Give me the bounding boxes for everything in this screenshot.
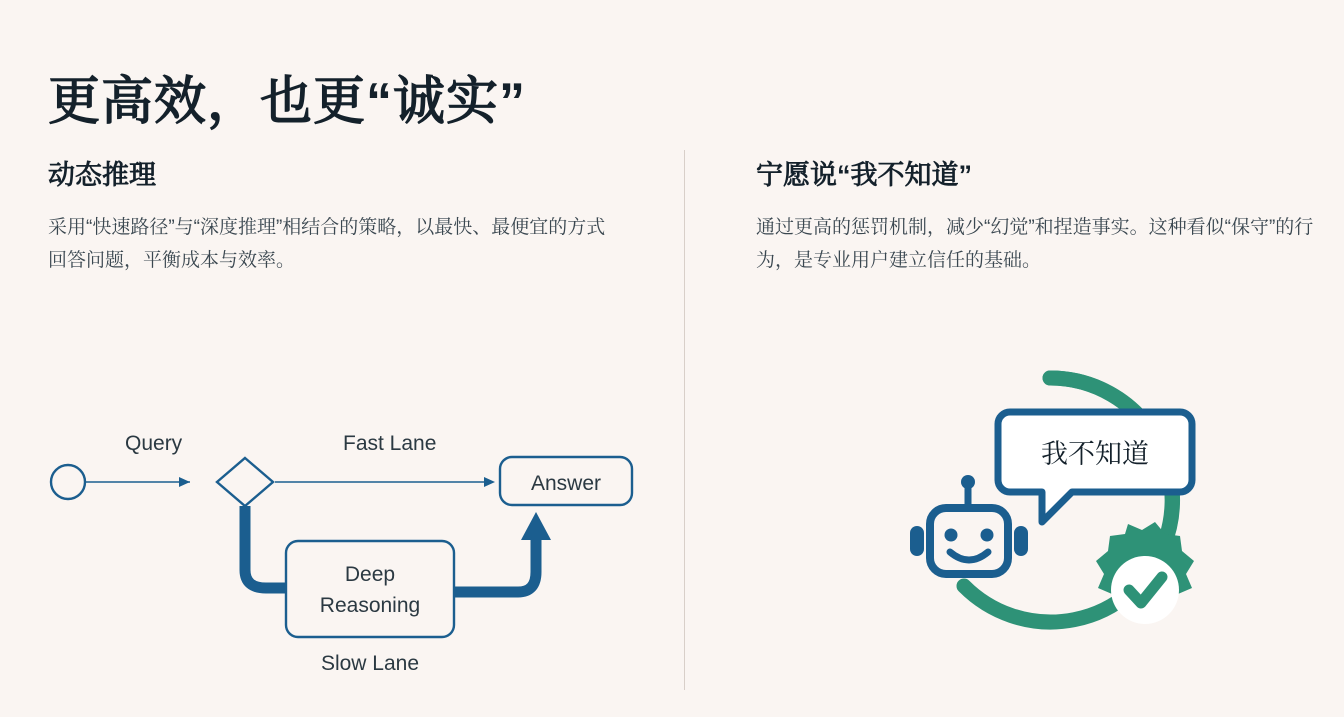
- right-column-heading: 宁愿说“我不知道”: [756, 160, 972, 190]
- speech-bubble-text: 我不知道: [1041, 439, 1149, 469]
- column-divider: [684, 150, 685, 690]
- flow-node-deep-reasoning: [286, 541, 454, 637]
- edge-label-query: Query: [125, 432, 183, 455]
- left-column-heading: 动态推理: [48, 160, 156, 190]
- flow-node-decision: [217, 458, 273, 506]
- edge-label-slow-lane: Slow Lane: [320, 652, 420, 675]
- page-title: 更高效，也更“诚实”: [48, 72, 527, 131]
- edge-label-fast-lane: Fast Lane: [343, 432, 437, 455]
- flow-node-deep-reasoning-label-line1: Deep: [344, 563, 396, 586]
- honesty-illustration: [880, 360, 1220, 660]
- right-column-body: 通过更高的惩罚机制，减少“幻觉”和捏造事实。这种看似“保守”的行为，是专业用户建立信任的基础。: [756, 217, 1314, 272]
- flow-node-answer-label: Answer: [530, 472, 602, 495]
- dynamic-reasoning-diagram: [40, 420, 660, 690]
- flow-node-deep-reasoning-label-line2: Reasoning: [319, 594, 421, 617]
- right-column: [756, 158, 1316, 278]
- left-column-body: 采用“快速路径”与“深度推理”相结合的策略，以最快、最便宜的方式回答问题，平衡成本与效率。: [48, 217, 606, 272]
- speech-bubble: [998, 412, 1192, 522]
- left-column: [48, 158, 648, 278]
- flow-node-start: [51, 465, 85, 499]
